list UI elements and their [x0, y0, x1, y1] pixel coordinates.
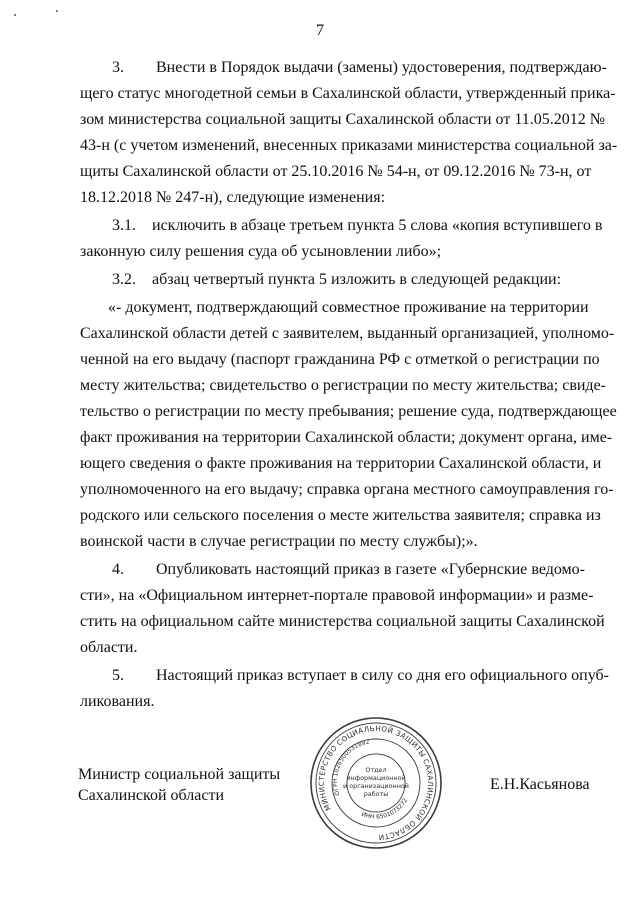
paragraph-3-line: щиты Сахалинской области от 25.10.2016 № 54-н, от 09.12.2016 № 73-н, от [80, 163, 592, 180]
paragraph-3-line: 18.12.2018 № 247-н), следующие изменения: [80, 189, 386, 206]
official-stamp [308, 715, 444, 851]
signatory-name: Е.Н.Касьянова [490, 776, 590, 793]
quote-line: факт проживания на территории Сахалинской области; документ органа, име- [80, 429, 613, 446]
paragraph-3-line: 3. Внести в Порядок выдачи (замены) удостоверения, подтверждаю- [112, 59, 607, 76]
quote-line: уполномоченного на его выдачу; справка органа местного самоуправления го- [80, 481, 614, 498]
paragraph-3-line: 43-н (с учетом изменений, внесенных приказами министерства социальной за- [80, 137, 618, 154]
stamp-center-line: информационной [346, 774, 406, 782]
quote-line: родского или сельского поселения о месте жительства заявителя; справка из [80, 507, 601, 524]
paragraph-3-line: щего статус многодетной семьи в Сахалинской области, утвержденный прика- [80, 85, 616, 102]
page-number: 7 [316, 22, 324, 39]
paragraph-4-line: 4. Опубликовать настоящий приказ в газете «Губернские ведомо- [112, 561, 585, 578]
item-3-1-line: законную силу решения суда об усыновлении либо»; [80, 243, 442, 260]
signatory-position: Министр социальной защиты [78, 766, 281, 783]
quote-line: месту жительства; свидетельство о регистрации по месту жительства; свиде- [80, 377, 606, 394]
signatory-position: Сахалинской области [78, 787, 225, 804]
stamp-outer-text: МИНИСТЕРСТВО СОЦИАЛЬНОЙ ЗАЩИТЫ САХАЛИНСКОЙ ОБЛАСТИ [316, 723, 436, 843]
item-3-2-line: 3.2. абзац четвертый пункта 5 изложить в следующей редакции: [112, 271, 562, 288]
stamp-inn-text: ИНН 6501073272 [360, 797, 410, 821]
quote-line: ченной на его выдачу (паспорт гражданина РФ с отметкой о регистрации по [80, 351, 600, 368]
quote-line: «- документ, подтверждающий совместное проживание на территории [108, 299, 589, 316]
paragraph-4-line: стить на официальном сайте министерства социальной защиты Сахалинской [80, 613, 605, 630]
stamp-center-line: работы [363, 790, 389, 798]
scan-speck [56, 10, 58, 12]
scan-speck [14, 14, 16, 16]
paragraph-4-line: области. [80, 639, 138, 656]
quote-line: ющего сведения о факте проживания на территории Сахалинской области, и [80, 455, 602, 472]
quote-line: тельство о регистрации по месту пребывания; решение суда, подтверждающее [80, 403, 617, 420]
stamp-ogrn-text: ОГРН 1026500531892 [331, 738, 371, 797]
stamp-center-line: Отдел [365, 766, 387, 774]
item-3-1-line: 3.1. исключить в абзаце третьем пункта 5 слова «копия вступившего в [112, 217, 603, 234]
quote-line: воинской части в случае регистрации по месту службы);». [80, 533, 478, 550]
stamp-center-line: и организационной [343, 782, 409, 790]
paragraph-3-line: зом министерства социальной защиты Сахалинской области от 11.05.2012 № [80, 111, 605, 128]
paragraph-5-line: ликования. [80, 693, 155, 710]
paragraph-5-line: 5. Настоящий приказ вступает в силу со дня его официального опуб- [112, 667, 609, 684]
paragraph-4-line: сти», на «Официальном интернет-портале правовой информации» и разме- [80, 587, 594, 604]
quote-line: Сахалинской области детей с заявителем, выданный организацией, уполномо- [80, 325, 615, 342]
